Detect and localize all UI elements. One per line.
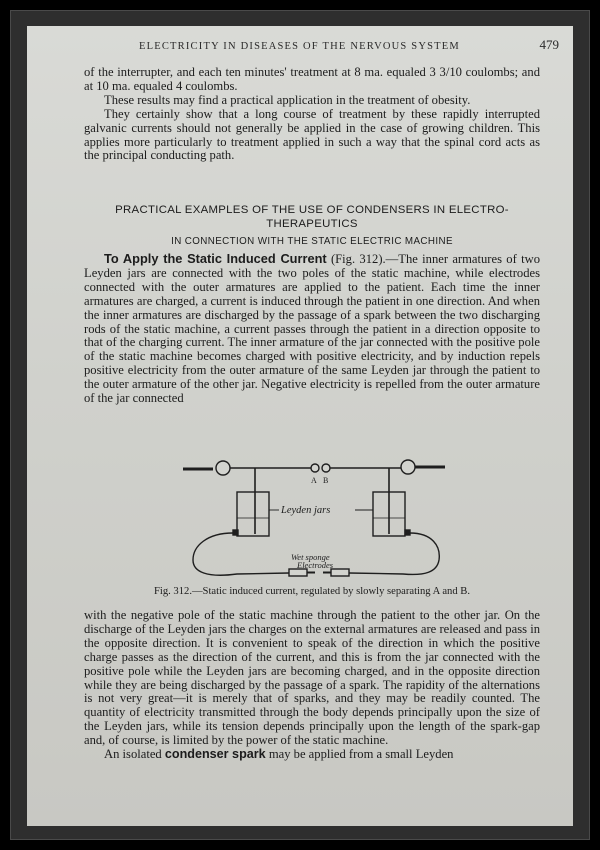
continued-paragraph: with the negative pole of the static machine through the patient to the other jar. On the discharge of the Leyden jars the charges on the external armatures are released and pass in the opposite direction. It is convenient to speak of the direction in which the positive charge passes as the direction of the current, and this is from the jar connected with the positive pole while the Leyden jars are becoming charged, and in the opposite direction while they are being discharged by the passage of a spark. The rapidity of the alternations is not very great—it is merely that of sparks, and they may be readily counted. The quantity of electricity transmitted through the body depends principally upon the size of the Leyden jars, while its tension depends principally upon the length of the spark-gap and, of course, is limited by the power of the static machine. (84, 608, 540, 748)
last-lead: An isolated (104, 747, 165, 762)
ball-a (311, 464, 319, 472)
page-number: 479 (539, 37, 559, 52)
running-head (139, 37, 559, 53)
ball-b (322, 464, 330, 472)
intro-paragraph-2: These results may find a practical application in the treatment of obesity. (104, 92, 471, 107)
intro-paragraph-3: They certainly show that a long course of treatment by these rapidly interrupted galvanic currents should not generally be applied in the case of growing children. This applies more particularly to treatment applied in such a way that the spinal cord acts as the principal conducting path. (84, 106, 540, 163)
label-b: B (323, 476, 329, 485)
right-pole-ball (401, 460, 415, 474)
static-induced-text: (Fig. 312).—The inner armatures of two Leyden jars are connected with the two poles of the static machine, while electrodes connected with the outer armatures are applied to the patient. Each time the inner armatures are charged, a current is induced through the patient in one direction. And when the inner armatures are discharged by the passage of a spark between the two discharging rods of the static machine, a current passes through the patient in a direction opposite to that of the charging current. The inner armature of the jar connected with the positive pole of the static machine becomes charged with positive electricity, and by induction repels positive electricity from the outer armature of the same Leyden jar through the patient to the outer armature of the other jar. Negative electricity is repelled from the outer armature of the jar connected (84, 252, 540, 406)
running-head-title: ELECTRICITY IN DISEASES OF THE NERVOUS SYSTEM (139, 41, 460, 52)
last-text: may be applied from a small Leyden (265, 747, 454, 762)
label-a: A (311, 476, 317, 485)
left-pole-ball (216, 461, 230, 475)
book-page (27, 26, 573, 826)
last-paragraph (84, 748, 540, 762)
leyden-jar-diagram (177, 456, 453, 586)
section-heading: PRACTICAL EXAMPLES OF THE USE OF CONDENSERS IN ELECTRO-THERAPEUTICS (115, 204, 509, 230)
right-wire (349, 533, 439, 574)
left-wire (193, 533, 289, 575)
continued-text (84, 609, 540, 762)
left-electrode (289, 569, 307, 576)
run-in-heading: To Apply the Static Induced Current (104, 251, 327, 266)
wet-sponge-label: Wet sponge (291, 552, 330, 562)
figure-caption: Fig. 312.—Static induced current, regulated by slowly separating A and B. (154, 586, 470, 597)
left-leyden-jar (237, 492, 269, 536)
static-induced-paragraph (84, 252, 540, 406)
leyden-jars-label: Leyden jars (281, 505, 331, 516)
electrodes-label: Electrodes (297, 560, 334, 570)
condenser-spark-term: condenser spark (164, 747, 266, 762)
intro-paragraph-1: of the interrupter, and each ten minutes' treatment at 8 ma. equaled 3 3/10 coulombs; and at 10 ma. equaled 4 coulombs. (84, 65, 540, 93)
intro-text (84, 66, 540, 163)
right-electrode (331, 569, 349, 576)
section-subheading: IN CONNECTION WITH THE STATIC ELECTRIC MACHINE (171, 236, 453, 247)
